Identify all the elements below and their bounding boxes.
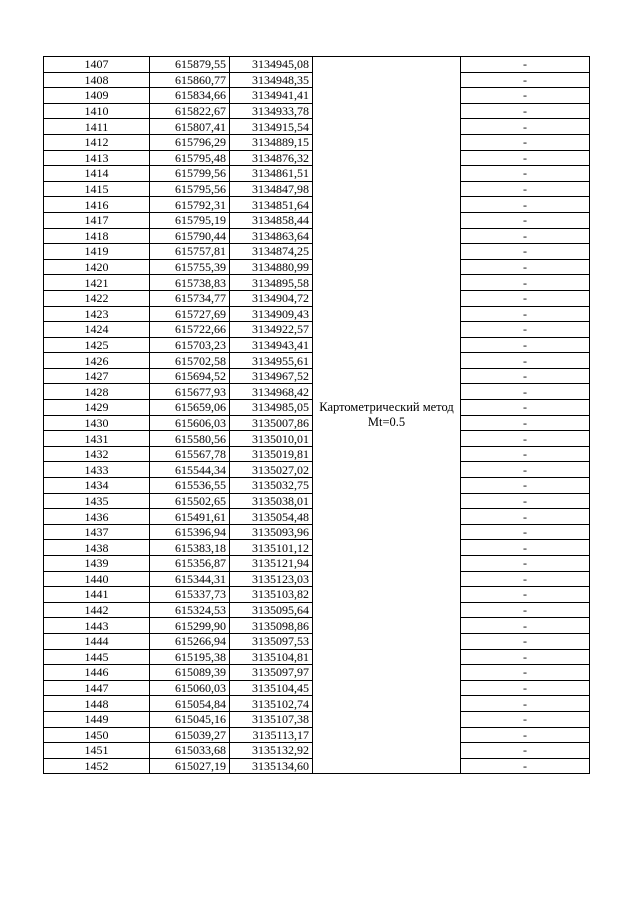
x-coordinate-cell: 615544,34 xyxy=(150,462,230,478)
x-coordinate-cell: 615677,93 xyxy=(150,384,230,400)
x-coordinate-cell: 615702,58 xyxy=(150,353,230,369)
point-number-cell: 1450 xyxy=(44,727,150,743)
point-number-cell: 1432 xyxy=(44,446,150,462)
y-coordinate-cell: 3134880,99 xyxy=(230,259,313,275)
point-number-cell: 1436 xyxy=(44,509,150,525)
x-coordinate-cell: 615722,66 xyxy=(150,322,230,338)
x-coordinate-cell: 615606,03 xyxy=(150,415,230,431)
x-coordinate-cell: 615324,53 xyxy=(150,602,230,618)
note-cell: - xyxy=(461,509,590,525)
x-coordinate-cell: 615792,31 xyxy=(150,197,230,213)
note-cell: - xyxy=(461,633,590,649)
y-coordinate-cell: 3134967,52 xyxy=(230,368,313,384)
x-coordinate-cell: 615703,23 xyxy=(150,337,230,353)
table-row xyxy=(44,57,590,73)
note-cell: - xyxy=(461,368,590,384)
note-cell: - xyxy=(461,290,590,306)
note-cell: - xyxy=(461,181,590,197)
point-number-cell: 1442 xyxy=(44,602,150,618)
y-coordinate-cell: 3134876,32 xyxy=(230,150,313,166)
point-number-cell: 1420 xyxy=(44,259,150,275)
y-coordinate-cell: 3134861,51 xyxy=(230,166,313,182)
point-number-cell: 1439 xyxy=(44,556,150,572)
x-coordinate-cell: 615060,03 xyxy=(150,680,230,696)
note-cell: - xyxy=(461,212,590,228)
x-coordinate-cell: 615738,83 xyxy=(150,275,230,291)
x-coordinate-cell: 615790,44 xyxy=(150,228,230,244)
point-number-cell: 1423 xyxy=(44,306,150,322)
y-coordinate-cell: 3135019,81 xyxy=(230,446,313,462)
x-coordinate-cell: 615879,55 xyxy=(150,57,230,73)
x-coordinate-cell: 615796,29 xyxy=(150,134,230,150)
x-coordinate-cell: 615195,38 xyxy=(150,649,230,665)
note-cell: - xyxy=(461,556,590,572)
note-cell: - xyxy=(461,711,590,727)
point-number-cell: 1426 xyxy=(44,353,150,369)
note-cell: - xyxy=(461,166,590,182)
x-coordinate-cell: 615502,65 xyxy=(150,493,230,509)
y-coordinate-cell: 3134895,58 xyxy=(230,275,313,291)
note-cell: - xyxy=(461,462,590,478)
method-cell: Картометрический метод Mt=0.5 xyxy=(313,57,461,774)
point-number-cell: 1429 xyxy=(44,400,150,416)
note-cell: - xyxy=(461,119,590,135)
y-coordinate-cell: 3135027,02 xyxy=(230,462,313,478)
point-number-cell: 1435 xyxy=(44,493,150,509)
y-coordinate-cell: 3135103,82 xyxy=(230,587,313,603)
x-coordinate-cell: 615266,94 xyxy=(150,633,230,649)
x-coordinate-cell: 615799,56 xyxy=(150,166,230,182)
x-coordinate-cell: 615491,61 xyxy=(150,509,230,525)
note-cell: - xyxy=(461,571,590,587)
note-cell: - xyxy=(461,618,590,634)
y-coordinate-cell: 3135097,53 xyxy=(230,633,313,649)
x-coordinate-cell: 615039,27 xyxy=(150,727,230,743)
y-coordinate-cell: 3134955,61 xyxy=(230,353,313,369)
note-cell: - xyxy=(461,446,590,462)
point-number-cell: 1441 xyxy=(44,587,150,603)
y-coordinate-cell: 3134909,43 xyxy=(230,306,313,322)
x-coordinate-cell: 615536,55 xyxy=(150,478,230,494)
y-coordinate-cell: 3135102,74 xyxy=(230,696,313,712)
point-number-cell: 1445 xyxy=(44,649,150,665)
point-number-cell: 1417 xyxy=(44,212,150,228)
point-number-cell: 1430 xyxy=(44,415,150,431)
coordinates-table xyxy=(43,56,590,774)
point-number-cell: 1421 xyxy=(44,275,150,291)
y-coordinate-cell: 3135010,01 xyxy=(230,431,313,447)
coordinates-table-body xyxy=(44,57,590,774)
note-cell: - xyxy=(461,743,590,759)
note-cell: - xyxy=(461,197,590,213)
note-cell: - xyxy=(461,150,590,166)
y-coordinate-cell: 3134922,57 xyxy=(230,322,313,338)
y-coordinate-cell: 3135132,92 xyxy=(230,743,313,759)
note-cell: - xyxy=(461,259,590,275)
y-coordinate-cell: 3134945,08 xyxy=(230,57,313,73)
note-cell: - xyxy=(461,228,590,244)
point-number-cell: 1449 xyxy=(44,711,150,727)
y-coordinate-cell: 3134915,54 xyxy=(230,119,313,135)
point-number-cell: 1448 xyxy=(44,696,150,712)
y-coordinate-cell: 3135113,17 xyxy=(230,727,313,743)
point-number-cell: 1412 xyxy=(44,134,150,150)
y-coordinate-cell: 3135093,96 xyxy=(230,524,313,540)
y-coordinate-cell: 3135095,64 xyxy=(230,602,313,618)
y-coordinate-cell: 3135134,60 xyxy=(230,758,313,774)
note-cell: - xyxy=(461,665,590,681)
note-cell: - xyxy=(461,431,590,447)
point-number-cell: 1415 xyxy=(44,181,150,197)
y-coordinate-cell: 3135104,81 xyxy=(230,649,313,665)
point-number-cell: 1451 xyxy=(44,743,150,759)
x-coordinate-cell: 615795,56 xyxy=(150,181,230,197)
point-number-cell: 1433 xyxy=(44,462,150,478)
y-coordinate-cell: 3135098,86 xyxy=(230,618,313,634)
point-number-cell: 1444 xyxy=(44,633,150,649)
note-cell: - xyxy=(461,680,590,696)
y-coordinate-cell: 3135121,94 xyxy=(230,556,313,572)
note-cell: - xyxy=(461,57,590,73)
x-coordinate-cell: 615580,56 xyxy=(150,431,230,447)
point-number-cell: 1419 xyxy=(44,244,150,260)
point-number-cell: 1447 xyxy=(44,680,150,696)
point-number-cell: 1407 xyxy=(44,57,150,73)
note-cell: - xyxy=(461,134,590,150)
x-coordinate-cell: 615299,90 xyxy=(150,618,230,634)
note-cell: - xyxy=(461,88,590,104)
x-coordinate-cell: 615027,19 xyxy=(150,758,230,774)
x-coordinate-cell: 615356,87 xyxy=(150,556,230,572)
note-cell: - xyxy=(461,384,590,400)
y-coordinate-cell: 3134904,72 xyxy=(230,290,313,306)
note-cell: - xyxy=(461,602,590,618)
point-number-cell: 1416 xyxy=(44,197,150,213)
x-coordinate-cell: 615396,94 xyxy=(150,524,230,540)
x-coordinate-cell: 615045,16 xyxy=(150,711,230,727)
note-cell: - xyxy=(461,275,590,291)
y-coordinate-cell: 3134933,78 xyxy=(230,103,313,119)
point-number-cell: 1428 xyxy=(44,384,150,400)
note-cell: - xyxy=(461,649,590,665)
y-coordinate-cell: 3135101,12 xyxy=(230,540,313,556)
x-coordinate-cell: 615337,73 xyxy=(150,587,230,603)
y-coordinate-cell: 3135097,97 xyxy=(230,665,313,681)
note-cell: - xyxy=(461,524,590,540)
point-number-cell: 1427 xyxy=(44,368,150,384)
point-number-cell: 1411 xyxy=(44,119,150,135)
point-number-cell: 1414 xyxy=(44,166,150,182)
point-number-cell: 1413 xyxy=(44,150,150,166)
x-coordinate-cell: 615383,18 xyxy=(150,540,230,556)
y-coordinate-cell: 3134851,64 xyxy=(230,197,313,213)
x-coordinate-cell: 615795,19 xyxy=(150,212,230,228)
point-number-cell: 1434 xyxy=(44,478,150,494)
note-cell: - xyxy=(461,758,590,774)
y-coordinate-cell: 3134863,64 xyxy=(230,228,313,244)
note-cell: - xyxy=(461,493,590,509)
point-number-cell: 1443 xyxy=(44,618,150,634)
note-cell: - xyxy=(461,103,590,119)
y-coordinate-cell: 3135123,03 xyxy=(230,571,313,587)
point-number-cell: 1418 xyxy=(44,228,150,244)
y-coordinate-cell: 3134968,42 xyxy=(230,384,313,400)
note-cell: - xyxy=(461,72,590,88)
y-coordinate-cell: 3134847,98 xyxy=(230,181,313,197)
point-number-cell: 1431 xyxy=(44,431,150,447)
point-number-cell: 1410 xyxy=(44,103,150,119)
point-number-cell: 1408 xyxy=(44,72,150,88)
note-cell: - xyxy=(461,540,590,556)
x-coordinate-cell: 615834,66 xyxy=(150,88,230,104)
note-cell: - xyxy=(461,478,590,494)
y-coordinate-cell: 3134985,05 xyxy=(230,400,313,416)
x-coordinate-cell: 615659,06 xyxy=(150,400,230,416)
x-coordinate-cell: 615807,41 xyxy=(150,119,230,135)
point-number-cell: 1424 xyxy=(44,322,150,338)
x-coordinate-cell: 615033,68 xyxy=(150,743,230,759)
x-coordinate-cell: 615344,31 xyxy=(150,571,230,587)
x-coordinate-cell: 615054,84 xyxy=(150,696,230,712)
y-coordinate-cell: 3135007,86 xyxy=(230,415,313,431)
note-cell: - xyxy=(461,400,590,416)
x-coordinate-cell: 615822,67 xyxy=(150,103,230,119)
point-number-cell: 1409 xyxy=(44,88,150,104)
x-coordinate-cell: 615860,77 xyxy=(150,72,230,88)
point-number-cell: 1438 xyxy=(44,540,150,556)
point-number-cell: 1452 xyxy=(44,758,150,774)
x-coordinate-cell: 615694,52 xyxy=(150,368,230,384)
x-coordinate-cell: 615795,48 xyxy=(150,150,230,166)
y-coordinate-cell: 3135107,38 xyxy=(230,711,313,727)
note-cell: - xyxy=(461,337,590,353)
y-coordinate-cell: 3134858,44 xyxy=(230,212,313,228)
y-coordinate-cell: 3135104,45 xyxy=(230,680,313,696)
y-coordinate-cell: 3134874,25 xyxy=(230,244,313,260)
y-coordinate-cell: 3134941,41 xyxy=(230,88,313,104)
note-cell: - xyxy=(461,696,590,712)
y-coordinate-cell: 3135032,75 xyxy=(230,478,313,494)
x-coordinate-cell: 615755,39 xyxy=(150,259,230,275)
note-cell: - xyxy=(461,415,590,431)
point-number-cell: 1437 xyxy=(44,524,150,540)
point-number-cell: 1446 xyxy=(44,665,150,681)
y-coordinate-cell: 3134948,35 xyxy=(230,72,313,88)
point-number-cell: 1425 xyxy=(44,337,150,353)
x-coordinate-cell: 615734,77 xyxy=(150,290,230,306)
y-coordinate-cell: 3134889,15 xyxy=(230,134,313,150)
note-cell: - xyxy=(461,306,590,322)
note-cell: - xyxy=(461,353,590,369)
point-number-cell: 1440 xyxy=(44,571,150,587)
x-coordinate-cell: 615757,81 xyxy=(150,244,230,260)
point-number-cell: 1422 xyxy=(44,290,150,306)
y-coordinate-cell: 3134943,41 xyxy=(230,337,313,353)
note-cell: - xyxy=(461,322,590,338)
x-coordinate-cell: 615089,39 xyxy=(150,665,230,681)
y-coordinate-cell: 3135038,01 xyxy=(230,493,313,509)
note-cell: - xyxy=(461,244,590,260)
note-cell: - xyxy=(461,727,590,743)
x-coordinate-cell: 615567,78 xyxy=(150,446,230,462)
y-coordinate-cell: 3135054,48 xyxy=(230,509,313,525)
x-coordinate-cell: 615727,69 xyxy=(150,306,230,322)
note-cell: - xyxy=(461,587,590,603)
